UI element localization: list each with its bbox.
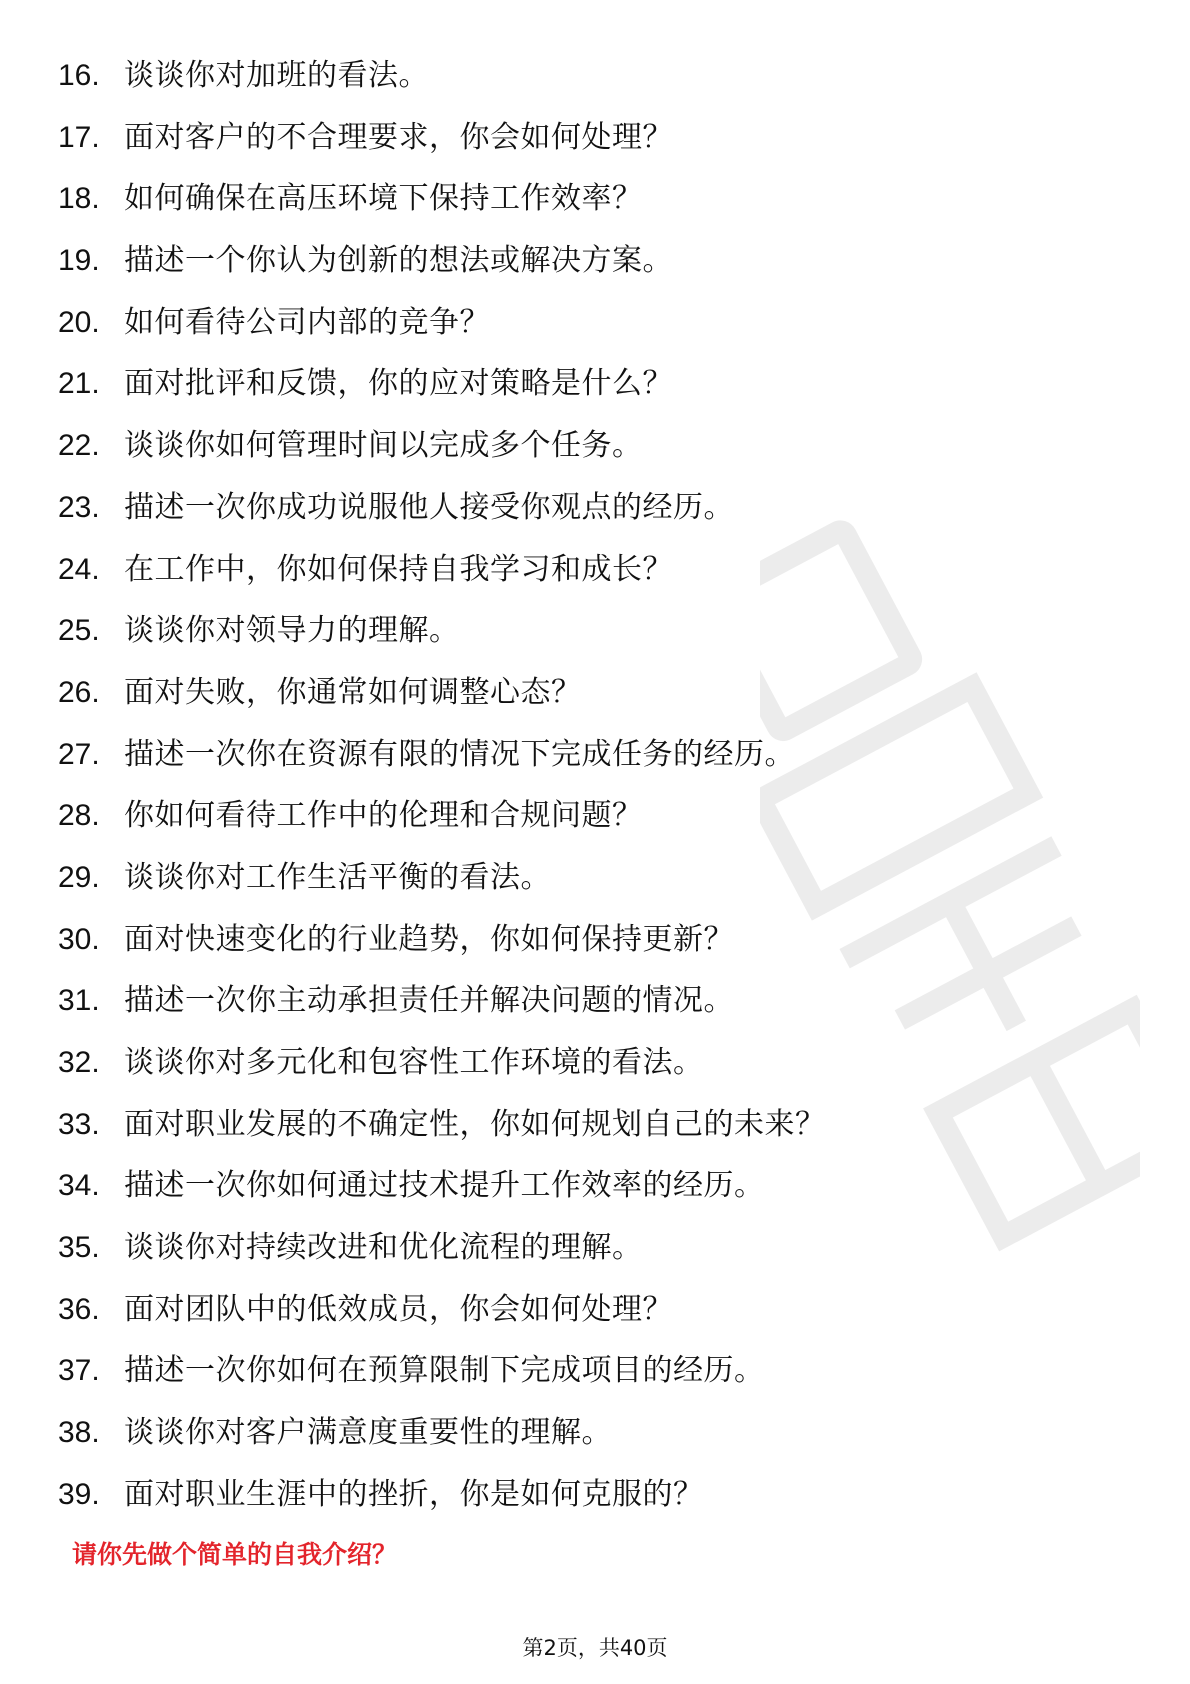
question-item: [58, 539, 826, 601]
question-item: [58, 1464, 826, 1526]
question-item: [58, 230, 826, 292]
question-number: 25.: [58, 614, 100, 648]
question-text: 描述一个你认为创新的想法或解决方案。: [124, 243, 673, 279]
question-item: [58, 1402, 826, 1464]
highlight-question: 请你先做个简单的自我介绍？: [72, 1540, 398, 1569]
question-list: [58, 45, 826, 1526]
question-text: 谈谈你如何管理时间以完成多个任务。: [124, 428, 643, 464]
question-text: 谈谈你对领导力的理解。: [124, 613, 460, 649]
question-text: 描述一次你如何通过技术提升工作效率的经历。: [124, 1168, 765, 1204]
question-item: [58, 107, 826, 169]
question-text: 面对批评和反馈，你的应对策略是什么？: [124, 366, 673, 402]
question-item: [58, 1155, 826, 1217]
question-number: 24.: [58, 552, 100, 586]
question-text: 面对团队中的低效成员，你会如何处理？: [124, 1291, 673, 1327]
question-text: 面对失败，你通常如何调整心态？: [124, 674, 582, 710]
question-number: 37.: [58, 1354, 100, 1388]
question-item: [58, 1340, 826, 1402]
question-text: 面对职业生涯中的挫折，你是如何克服的？: [124, 1476, 704, 1512]
question-number: 33.: [58, 1107, 100, 1141]
question-text: 描述一次你成功说服他人接受你观点的经历。: [124, 489, 734, 525]
question-text: 谈谈你对客户满意度重要性的理解。: [124, 1415, 612, 1451]
question-item: [58, 415, 826, 477]
question-number: 17.: [58, 120, 100, 154]
question-number: 34.: [58, 1169, 100, 1203]
question-text: 描述一次你在资源有限的情况下完成任务的经历。: [124, 736, 795, 772]
question-text: 面对快速变化的行业趋势，你如何保持更新？: [124, 921, 734, 957]
question-item: [58, 662, 826, 724]
question-item: [58, 1094, 826, 1156]
question-item: [58, 600, 826, 662]
question-item: [58, 909, 826, 971]
question-text: 谈谈你对多元化和包容性工作环境的看法。: [124, 1045, 704, 1080]
question-text: 你如何看待工作中的伦理和合规问题？: [124, 798, 643, 834]
question-item: [58, 45, 826, 107]
question-number: 29.: [58, 860, 100, 894]
question-number: 20.: [58, 305, 100, 339]
question-number: 35.: [58, 1231, 100, 1265]
question-item: [58, 1032, 826, 1094]
question-text: 面对职业发展的不确定性，你如何规划自己的未来？: [124, 1106, 826, 1142]
question-item: [58, 724, 826, 786]
question-item: [58, 477, 826, 539]
question-number: 21.: [58, 367, 100, 401]
question-text: 谈谈你对工作生活平衡的看法。: [124, 859, 551, 895]
question-item: [58, 1217, 826, 1279]
question-item: [58, 970, 826, 1032]
question-number: 16.: [58, 59, 100, 92]
question-text: 描述一次你主动承担责任并解决问题的情况。: [124, 983, 734, 1019]
question-text: 描述一次你如何在预算限制下完成项目的经历。: [124, 1353, 765, 1389]
question-text: 谈谈你对持续改进和优化流程的理解。: [124, 1230, 643, 1266]
page-number: 第2页，共40页: [522, 1636, 668, 1660]
question-number: 18.: [58, 182, 100, 216]
question-text: 如何确保在高压环境下保持工作效率？: [124, 181, 643, 217]
question-text: 面对客户的不合理要求，你会如何处理？: [124, 119, 673, 155]
question-item: [58, 292, 826, 354]
question-text: 在工作中，你如何保持自我学习和成长？: [124, 551, 673, 587]
question-text: 如何看待公司内部的竞争？: [124, 304, 490, 340]
question-number: 36.: [58, 1292, 100, 1326]
question-item: [58, 1279, 826, 1341]
question-number: 19.: [58, 244, 100, 278]
question-text: 谈谈你对加班的看法。: [124, 58, 429, 93]
question-number: 27.: [58, 737, 100, 771]
question-number: 23.: [58, 490, 100, 524]
question-number: 38.: [58, 1416, 100, 1450]
question-item: [58, 847, 826, 909]
question-item: [58, 353, 826, 415]
question-number: 26.: [58, 675, 100, 709]
question-number: 39.: [58, 1477, 100, 1511]
question-number: 30.: [58, 922, 100, 956]
question-item: [58, 168, 826, 230]
question-number: 31.: [58, 984, 100, 1018]
question-number: 22.: [58, 429, 100, 463]
question-number: 28.: [58, 799, 100, 833]
question-number: 32.: [58, 1046, 100, 1079]
question-item: [58, 785, 826, 847]
